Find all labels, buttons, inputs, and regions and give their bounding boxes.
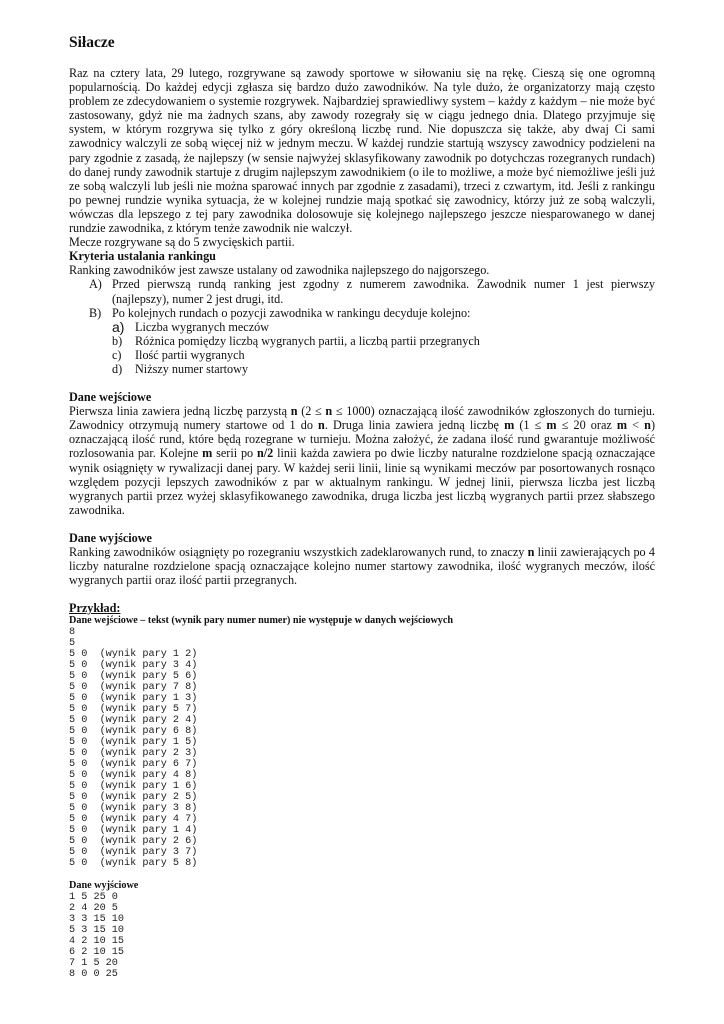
code-line: 2 4 20 5: [69, 903, 118, 915]
code-line: 5 0 (wynik pary 7 8): [69, 682, 198, 694]
criteria-subitem-label: d): [112, 361, 123, 376]
code-line: 5 0 (wynik pary 5 6): [69, 671, 198, 683]
code-line: 5 0 (wynik pary 1 2): [69, 649, 198, 661]
code-line: 3 3 15 10: [69, 914, 125, 926]
document-page: [69, 34, 655, 980]
code-line: 5: [69, 638, 76, 650]
criteria-subitem-label: b): [112, 333, 123, 348]
code-line: 5 0 (wynik pary 2 4): [69, 715, 198, 727]
output-heading: Dane wyjściowe: [69, 530, 152, 545]
code-line: 5 0 (wynik pary 2 3): [69, 748, 198, 760]
code-line: 5 0 (wynik pary 5 7): [69, 704, 198, 716]
intro-paragraph: Raz na cztery lata, 29 lutego, rozgrywane są zawody sportowe w siłowaniu się na rękę. Cieszą się one ogromną popularnością. Do każdej edycji zgłasza się bardzo dużo zawodników. Na tyle dużo, że organizatorzy mają często problem ze zdecydowaniem o systemie rozgrywek. Najbardziej sprawiedliwy system – każdy z każdym – nie może być zastosowany, gdyż nie ma żadnych szans, aby zawody rozegrały się w ciągu jednego dnia. Dlatego przyjmuje się system, w którym rozgrywa się tylko z góry określoną liczbę rund. Nie dopuszcza się także, aby dwaj Ci sami zawodnicy walczyli ze sobą więcej niż w jednym meczu. W każdej rundzie startują wszyscy zawodnicy podzieleni na pary zgodnie z zasadą, że najlepszy (w sensie najwyżej sklasyfikowany zawodnik po dotychczas rozegranych rundach) do danej rundy zawodnik startuje z drugim najlepszym zawodnikiem (o ile to możliwe, a może być niemożliwe jeśli już ze sobą walczyli lub jeśli nie można sparować innych par zgodnie z zasadami), trzeci z czwartym, itd. Jeśli z rankingu po pewnej rundzie wynika sytuacja, że w kolejnej rundzie mają spotkać się zawodnicy, którzy już ze sobą walczyli, wówczas dla lepszego z tej pary zawodnika dolosowuje się kolejnego najlepszego jeszcze niesparowanego w danej rundzie zawodnika, z którym tenże zawodnik nie walczył.: [69, 66, 655, 236]
criteria-subitem: [69, 348, 655, 362]
match-rule: Mecze rozgrywane są do 5 zwycięskich partii.: [69, 235, 295, 250]
criteria-subitem-label: a): [112, 318, 125, 335]
criteria-item: [69, 277, 655, 305]
document-title: Siłacze: [69, 34, 115, 51]
code-line: 5 0 (wynik pary 2 5): [69, 792, 198, 804]
criteria-item: [69, 306, 655, 320]
code-line: 5 0 (wynik pary 6 7): [69, 759, 198, 771]
code-line: 5 3 15 10: [69, 925, 125, 937]
criteria-item-label: A): [89, 277, 102, 292]
code-line: 1 5 25 0: [69, 892, 118, 904]
criteria-subitem: [69, 334, 655, 348]
criteria-subitem-text: Różnica pomiędzy liczbą wygranych partii, a liczbą partii przegranych: [135, 333, 480, 348]
criteria-subitem-label: c): [112, 347, 122, 362]
code-line: 7 1 5 20: [69, 958, 118, 970]
code-line: 6 2 10 15: [69, 947, 125, 959]
example-output-block: [69, 892, 655, 980]
criteria-item-text: Przed pierwszą rundą ranking jest zgodny z numerem zawodnika. Zawodnik numer 1 jest pierwszy (najlepszy), numer 2 jest drugi, itd.: [112, 277, 655, 306]
criteria-list: [69, 277, 655, 319]
criteria-item-label: B): [89, 305, 102, 320]
criteria-subitem: [69, 362, 655, 376]
input-description: Pierwsza linia zawiera jedną liczbę parzystą n (2 ≤ n ≤ 1000) oznaczającą ilość zawodników zgłoszonych do turnieju. Zawodnicy otrzymują numery startowe od 1 do n. Druga linia zawiera jedną liczbę m (1 ≤ m ≤ 20 oraz m < n) oznaczającą ilość rund, które będą rozegrane w turnieju. Można założyć, że zadana ilość rund gwarantuje możliwość rozlosowania par. Kolejne m serii po n/2 linii każda zawiera po dwie liczby naturalne rozdzielone spacją oznaczające wynik osiągnięty w rywalizacji danej pary. W każdej serii linii, linie są wynikami meczów par posortowanych rosnąco względem pozycji lepszych zawodników z par w aktualnym rankingu. W jednej linii, pierwsza liczba jest liczbą wygranych partii przez wyżej sklasyfikowanego zawodnika, druga liczba jest liczbą wygranych partii przez słabszego zawodnika.: [69, 404, 656, 517]
criteria-subitem: [69, 320, 655, 334]
code-line: 5 0 (wynik pary 3 8): [69, 803, 198, 815]
example-heading: Przykład:: [69, 601, 121, 616]
code-line: 4 2 10 15: [69, 936, 125, 948]
code-line: 5 0 (wynik pary 5 8): [69, 858, 198, 870]
code-line: 5 0 (wynik pary 3 7): [69, 847, 198, 859]
code-line: 8 0 0 25: [69, 969, 118, 981]
example-output-label: Dane wyjściowe: [69, 880, 139, 892]
code-line: 5 0 (wynik pary 4 7): [69, 814, 198, 826]
code-line: 8: [69, 627, 76, 639]
code-line: 5 0 (wynik pary 1 6): [69, 781, 198, 793]
criteria-subitem-text: Liczba wygranych meczów: [135, 319, 269, 334]
code-line: 5 0 (wynik pary 2 6): [69, 836, 198, 848]
code-line: 5 0 (wynik pary 1 5): [69, 737, 198, 749]
code-line: 5 0 (wynik pary 6 8): [69, 726, 198, 738]
code-line: 5 0 (wynik pary 3 4): [69, 660, 198, 672]
example-input-label: Dane wejściowe – tekst (wynik pary numer numer) nie występuje w danych wejściowych: [69, 615, 454, 627]
criteria-subitem-text: Niższy numer startowy: [135, 361, 249, 376]
criteria-sublist: [69, 320, 655, 376]
criteria-heading: Kryteria ustalania rankingu: [69, 249, 216, 264]
output-description: Ranking zawodników osiągnięty po rozegraniu wszystkich zadeklarowanych rund, to znaczy n linii zawierających po 4 liczby naturalne rozdzielone spacją oznaczające kolejno numer startowy zawodnika, ilość wygranych meczów, ilość wygranych partii oraz ilość partii przegranych.: [69, 545, 655, 588]
example-input-block: [69, 627, 655, 869]
code-line: 5 0 (wynik pary 1 3): [69, 693, 198, 705]
code-line: 5 0 (wynik pary 1 4): [69, 825, 198, 837]
code-line: 5 0 (wynik pary 4 8): [69, 770, 198, 782]
criteria-item-text: Po kolejnych rundach o pozycji zawodnika w rankingu decyduje kolejno:: [112, 305, 471, 320]
criteria-lead: Ranking zawodników jest zawsze ustalany od zawodnika najlepszego do najgorszego.: [69, 263, 490, 278]
input-heading: Dane wejściowe: [69, 390, 152, 405]
criteria-subitem-text: Ilość partii wygranych: [135, 347, 245, 362]
